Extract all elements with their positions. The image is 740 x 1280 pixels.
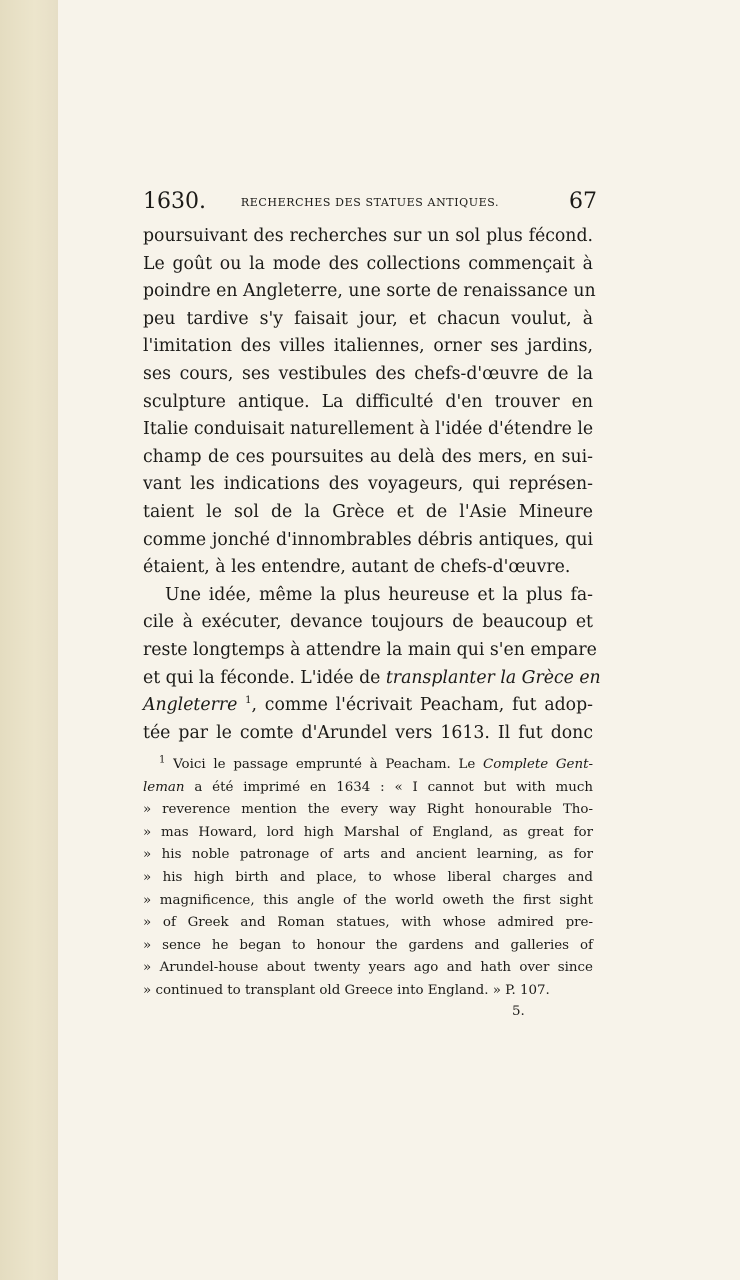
footnote	[143, 754, 593, 1003]
footnote-line: » his high birth and place, to whose liberal charges and	[143, 869, 593, 885]
text-line: champ de ces poursuites au delà des mers, en sui-	[143, 446, 593, 467]
footnote-reference: 1	[245, 695, 252, 707]
text-line: Une idée, même la plus heureuse et la plus fa-	[165, 584, 593, 605]
text-line	[143, 692, 593, 720]
footnote-line	[143, 777, 593, 800]
footnote-line: » continued to transplant old Greece into England. » P. 107.	[143, 982, 550, 998]
italic-phrase: Angleterre	[143, 695, 238, 716]
footnote-line: » his noble patronage of arts and ancient learning, as for	[143, 847, 593, 863]
text-line: vant les indications des voyageurs, qui représen-	[143, 474, 593, 495]
main-text	[143, 223, 601, 747]
text-line	[143, 665, 601, 693]
text-fragment: a été imprimé en 1634 : « I cannot but with much	[184, 779, 593, 795]
footnote-line: » reverence mention the every way Right honourable Tho-	[143, 802, 593, 818]
running-header	[143, 189, 597, 219]
text-line: étaient, à les entendre, autant de chefs-d'œuvre.	[143, 557, 571, 578]
header-year: 1630.	[143, 189, 206, 214]
footnote-line: » magnificence, this angle of the world oweth the first sight	[143, 892, 593, 908]
text-line: Le goût ou la mode des collections commençait à	[143, 253, 593, 274]
footnote-line	[143, 754, 593, 777]
text-fragment: et qui la féconde. L'idée de	[143, 667, 386, 688]
footnote-line: » mas Howard, lord high Marshal of England, as great for	[143, 824, 593, 840]
footnote-line: » sence he began to honour the gardens and galleries of	[143, 937, 593, 953]
italic-phrase: leman	[143, 779, 185, 795]
text-line: comme jonché d'innombrables débris antiques, qui	[143, 529, 593, 550]
text-fragment: , comme l'écrivait Peacham, fut adop-	[251, 695, 593, 716]
text-line: poindre en Angleterre, une sorte de renaissance un	[143, 281, 596, 302]
footnote-marker: 1	[159, 754, 166, 766]
text-line: sculpture antique. La difficulté d'en trouver en	[143, 391, 593, 412]
text-fragment: Voici le passage emprunté à Peacham. Le	[165, 757, 484, 772]
signature-mark: 5.	[512, 1004, 525, 1019]
italic-phrase: transplanter la Grèce en	[385, 667, 601, 688]
italic-phrase: Complete Gent-	[483, 757, 593, 772]
text-line: cile à exécuter, devance toujours de beaucoup et	[143, 612, 593, 633]
text-line: Italie conduisait naturellement à l'idée d'étendre le	[143, 419, 594, 440]
text-line: tée par le comte d'Arundel vers 1613. Il fut donc	[143, 722, 593, 743]
footnote-line: » Arundel-house about twenty years ago and hath over since	[143, 960, 593, 976]
book-gutter	[0, 0, 59, 1280]
text-line: ses cours, ses vestibules des chefs-d'œuvre de la	[143, 363, 593, 384]
text-line: poursuivant des recherches sur un sol plus fécond.	[143, 226, 593, 246]
text-line: l'imitation des villes italiennes, orner ses jardins,	[143, 336, 593, 357]
page-number: 67	[569, 189, 597, 214]
text-line: taient le sol de la Grèce et de l'Asie Mineure	[143, 501, 593, 522]
footnote-line: » of Greek and Roman statues, with whose admired pre-	[143, 915, 593, 931]
header-title: RECHERCHES DES STATUES ANTIQUES.	[240, 196, 500, 209]
text-line: reste longtemps à attendre la main qui s'en empare	[143, 639, 597, 660]
text-line: peu tardive s'y faisait jour, et chacun voulut, à	[143, 308, 593, 329]
